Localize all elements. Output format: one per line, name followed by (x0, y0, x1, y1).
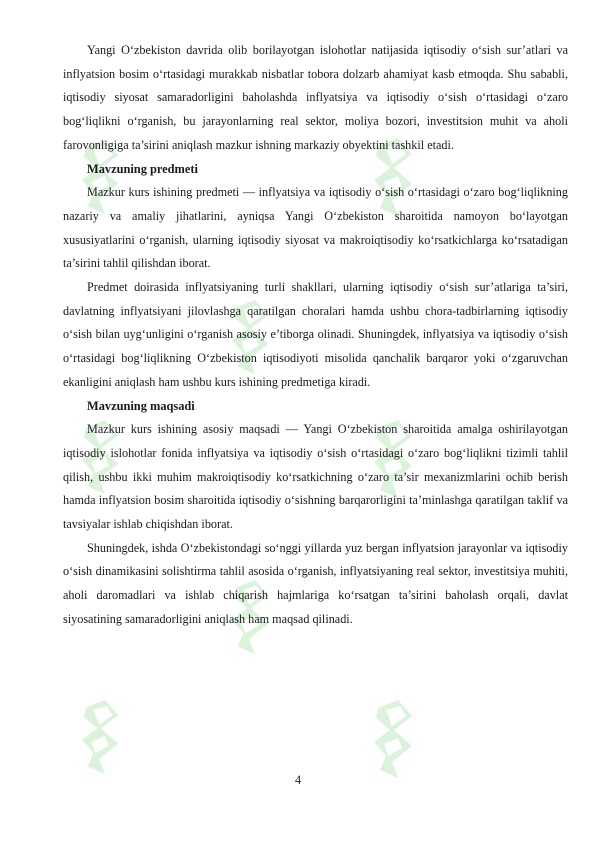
watermark-leaf-icon (372, 700, 418, 778)
subject-paragraph: Mazkur kurs ishining predmeti — inflyatsiya va iqtisodiy o‘sish o‘rtasidagi o‘zaro bog‘liqlikning nazariy va amaliy jihatlarini, ayniqsa Yangi O‘zbekiston sharoitida namoyon bo‘layotgan xususiyatlarini o‘rganish, ularning iqtisodiy siyosat va makroiqtisodiy ko‘rsatkichlarga ko‘rsatadigan ta’sirini tahlil qilishdan iborat. (63, 185, 568, 271)
intro-paragraph: Yangi O‘zbekiston davrida olib borilayotgan islohotlar natijasida iqtisodiy o‘sish sur’atlari va inflyatsion bosim o‘rtasidagi murakkab nisbatlar tobora dolzarb ahamiyat kasb etmoqda. Shu sababli, iqtisodiy siyosat samaradorligini baholashda inflyatsiya va iqtisodiy o‘sish o‘rtasidagi o‘zaro bog‘liqlikni o‘rganish, bu jarayonlarning real sektor, moliya bozori, investitsion muhit va aholi farovonligiga ta’sirini aniqlash mazkur ishning markaziy obyektini tashkil etadi. (63, 43, 568, 152)
section-heading-subject: Mavzuning predmeti (87, 161, 198, 176)
page-number: 4 (294, 773, 302, 787)
goal-paragraph: Shuningdek, ishda O‘zbekistondagi so‘nggi yillarda yuz bergan inflyatsion jarayonlar va iqtisodiy o‘sish dinamikasini solishtirma tahlil asosida o‘rganish, inflyatsiyaning real sektor, investitsiya muhiti, aholi daromadlari va ishlab chiqarish hajmlariga ko‘rsatgan ta’sirini baholash orqali, davlat siyosatining samaradorligini aniqlash ham maqsad qilinadi. (63, 540, 568, 626)
goal-paragraph: Mazkur kurs ishining asosiy maqsadi — Yangi O‘zbekiston sharoitida amalga oshirilayotgan iqtisodiy islohotlar fonida inflyatsiya va iqtisodiy o‘sish o‘rtasidagi o‘zaro bog‘liqlikni tizimli tahlil qilish, ushbu ikki muhim makroiqtisodiy ko‘rsatkichning o‘zaro ta’sir mexanizmlarini ochib berish hamda inflyatsion bosim sharoitida iqtisodiy o‘sishning barqarorligini ta’minlashga qaratilgan taklif va tavsiyalar ishlab chiqishdan iborat. (63, 422, 568, 532)
section-heading-goal: Mavzuning maqsadi (87, 398, 195, 413)
watermark-leaf-icon (80, 700, 124, 774)
subject-paragraph: Predmet doirasida inflyatsiyaning turli shakllari, ularning iqtisodiy o‘sish sur’atlariga ta’siri, davlatning inflyatsiyani jilovlashga qaratilgan choralari hamda ushbu chora-tadbirlarning iqtisodiy o‘sish bilan uyg‘unligini o‘rganish asosiy e’tiborga olinadi. Shuningdek, inflyatsiya va iqtisodiy o‘sish o‘rtasidagi bog‘liqlikning O‘zbekiston iqtisodiyoti misolida qanchalik barqaror yoki o‘zgaruvchan ekanligini aniqlash ham ushbu kurs ishining predmetiga kiradi. (63, 280, 568, 389)
document-body (63, 39, 568, 632)
